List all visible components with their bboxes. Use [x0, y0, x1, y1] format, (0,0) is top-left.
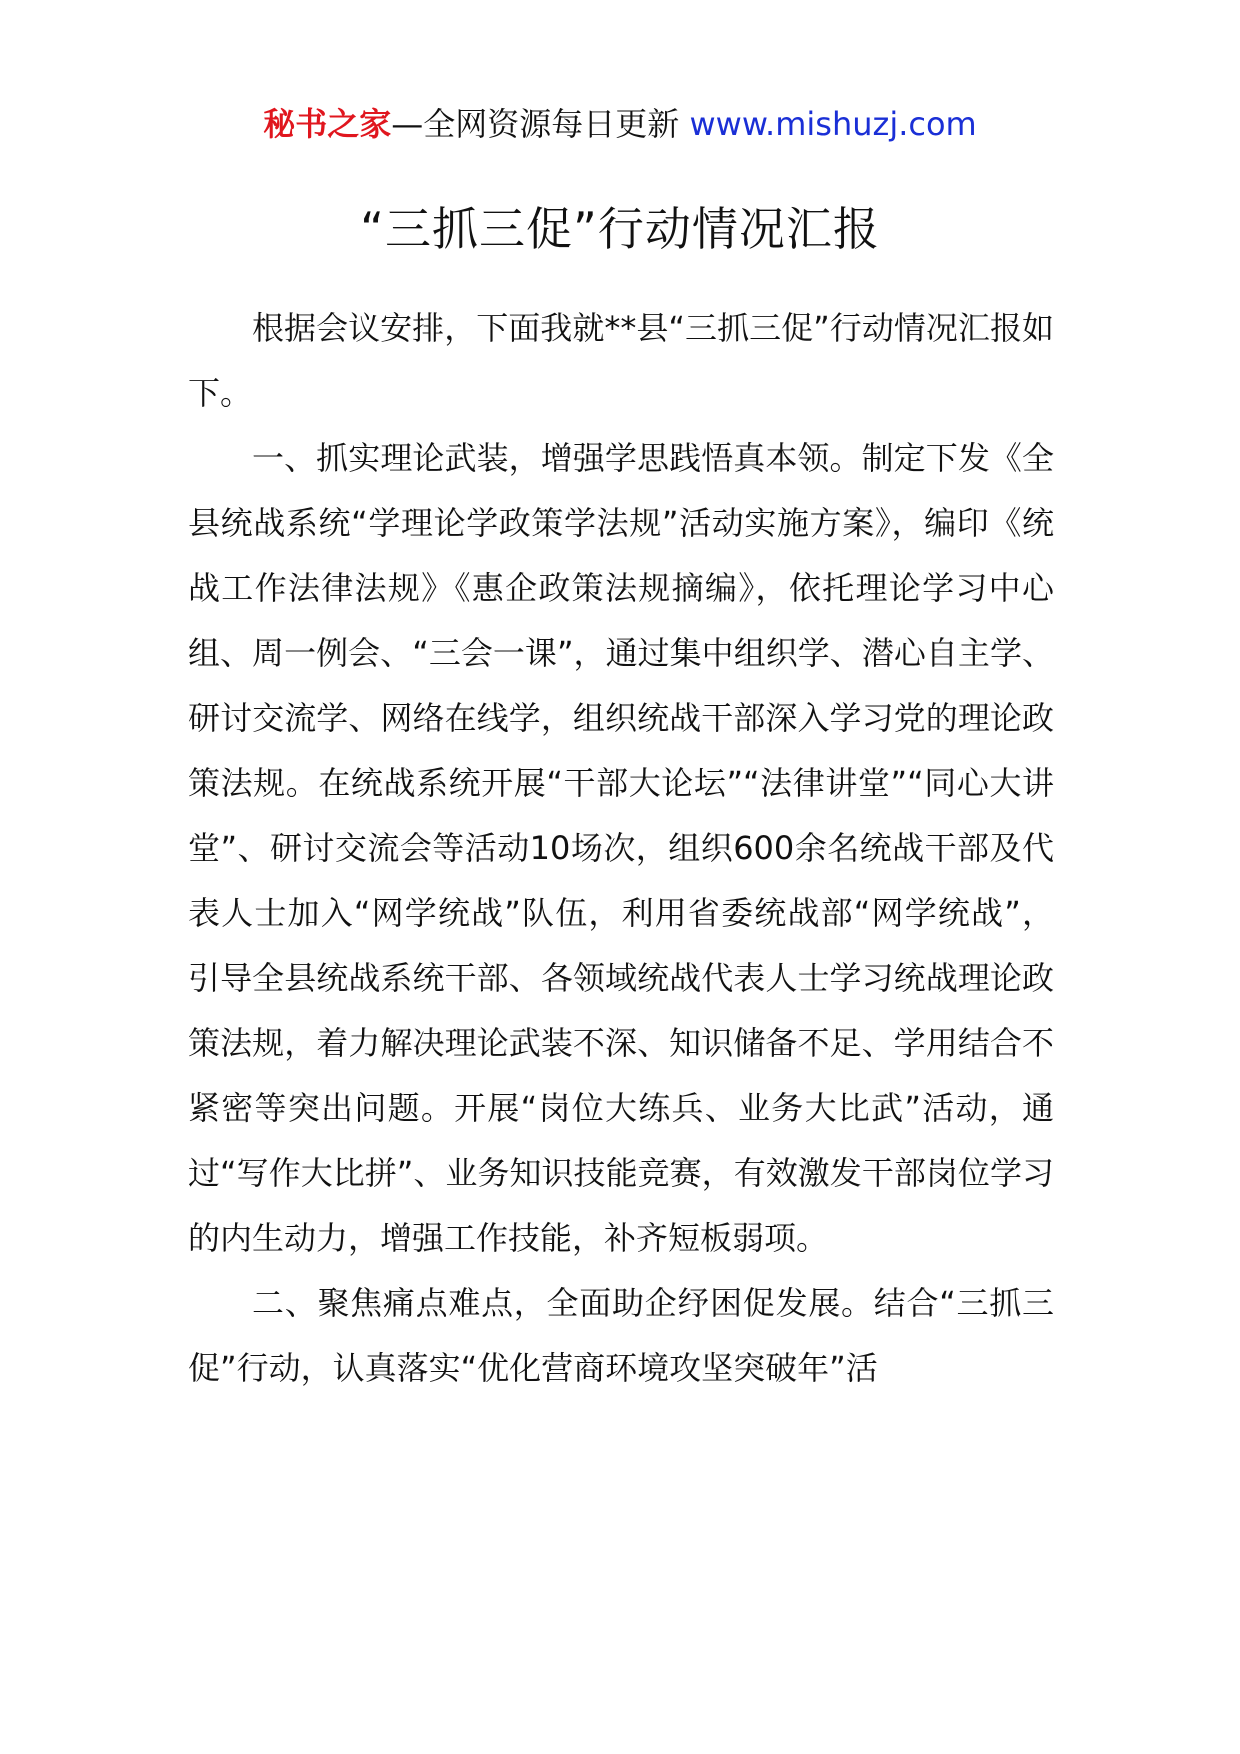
paragraph-intro: 根据会议安排，下面我就**县“三抓三促”行动情况汇报如下。: [188, 309, 1054, 412]
document-title: “三抓三促”行动情况汇报: [360, 202, 880, 256]
site-header: [0, 100, 1240, 148]
paragraph-section-2: 二、聚焦痛点难点，全面助企纾困促发展。结合“三抓三促”行动，认真落实“优化营商环境攻坚突破年”活: [188, 1284, 1054, 1387]
document-body: [188, 296, 1054, 1401]
site-url-link[interactable]: www.mishuzj.com: [689, 105, 977, 143]
site-tagline: —全网资源每日更新: [391, 105, 680, 143]
site-brand: 秘书之家: [263, 105, 392, 143]
paragraph-section-1: 一、抓实理论武装，增强学思践悟真本领。制定下发《全县统战系统“学理论学政策学法规”活动实施方案》，编印《统战工作法律法规》《惠企政策法规摘编》，依托理论学习中心组、周一例会、“三会一课”，通过集中组织学、潜心自主学、研讨交流学、网络在线学，组织统战干部深入学习党的理论政策法规。在统战系统开展“干部大论坛”“法律讲堂”“同心大讲堂”、研讨交流会等活动10场次，组织600余名统战干部及代表人士加入“网学统战”队伍，利用省委统战部“网学统战”，引导全县统战系统干部、各领域统战代表人士学习统战理论政策法规，着力解决理论武装不深、知识储备不足、学用结合不紧密等突出问题。开展“岗位大练兵、业务大比武”活动，通过“写作大比拼”、业务知识技能竞赛，有效激发干部岗位学习的内生动力，增强工作技能，补齐短板弱项。: [188, 439, 1054, 1257]
